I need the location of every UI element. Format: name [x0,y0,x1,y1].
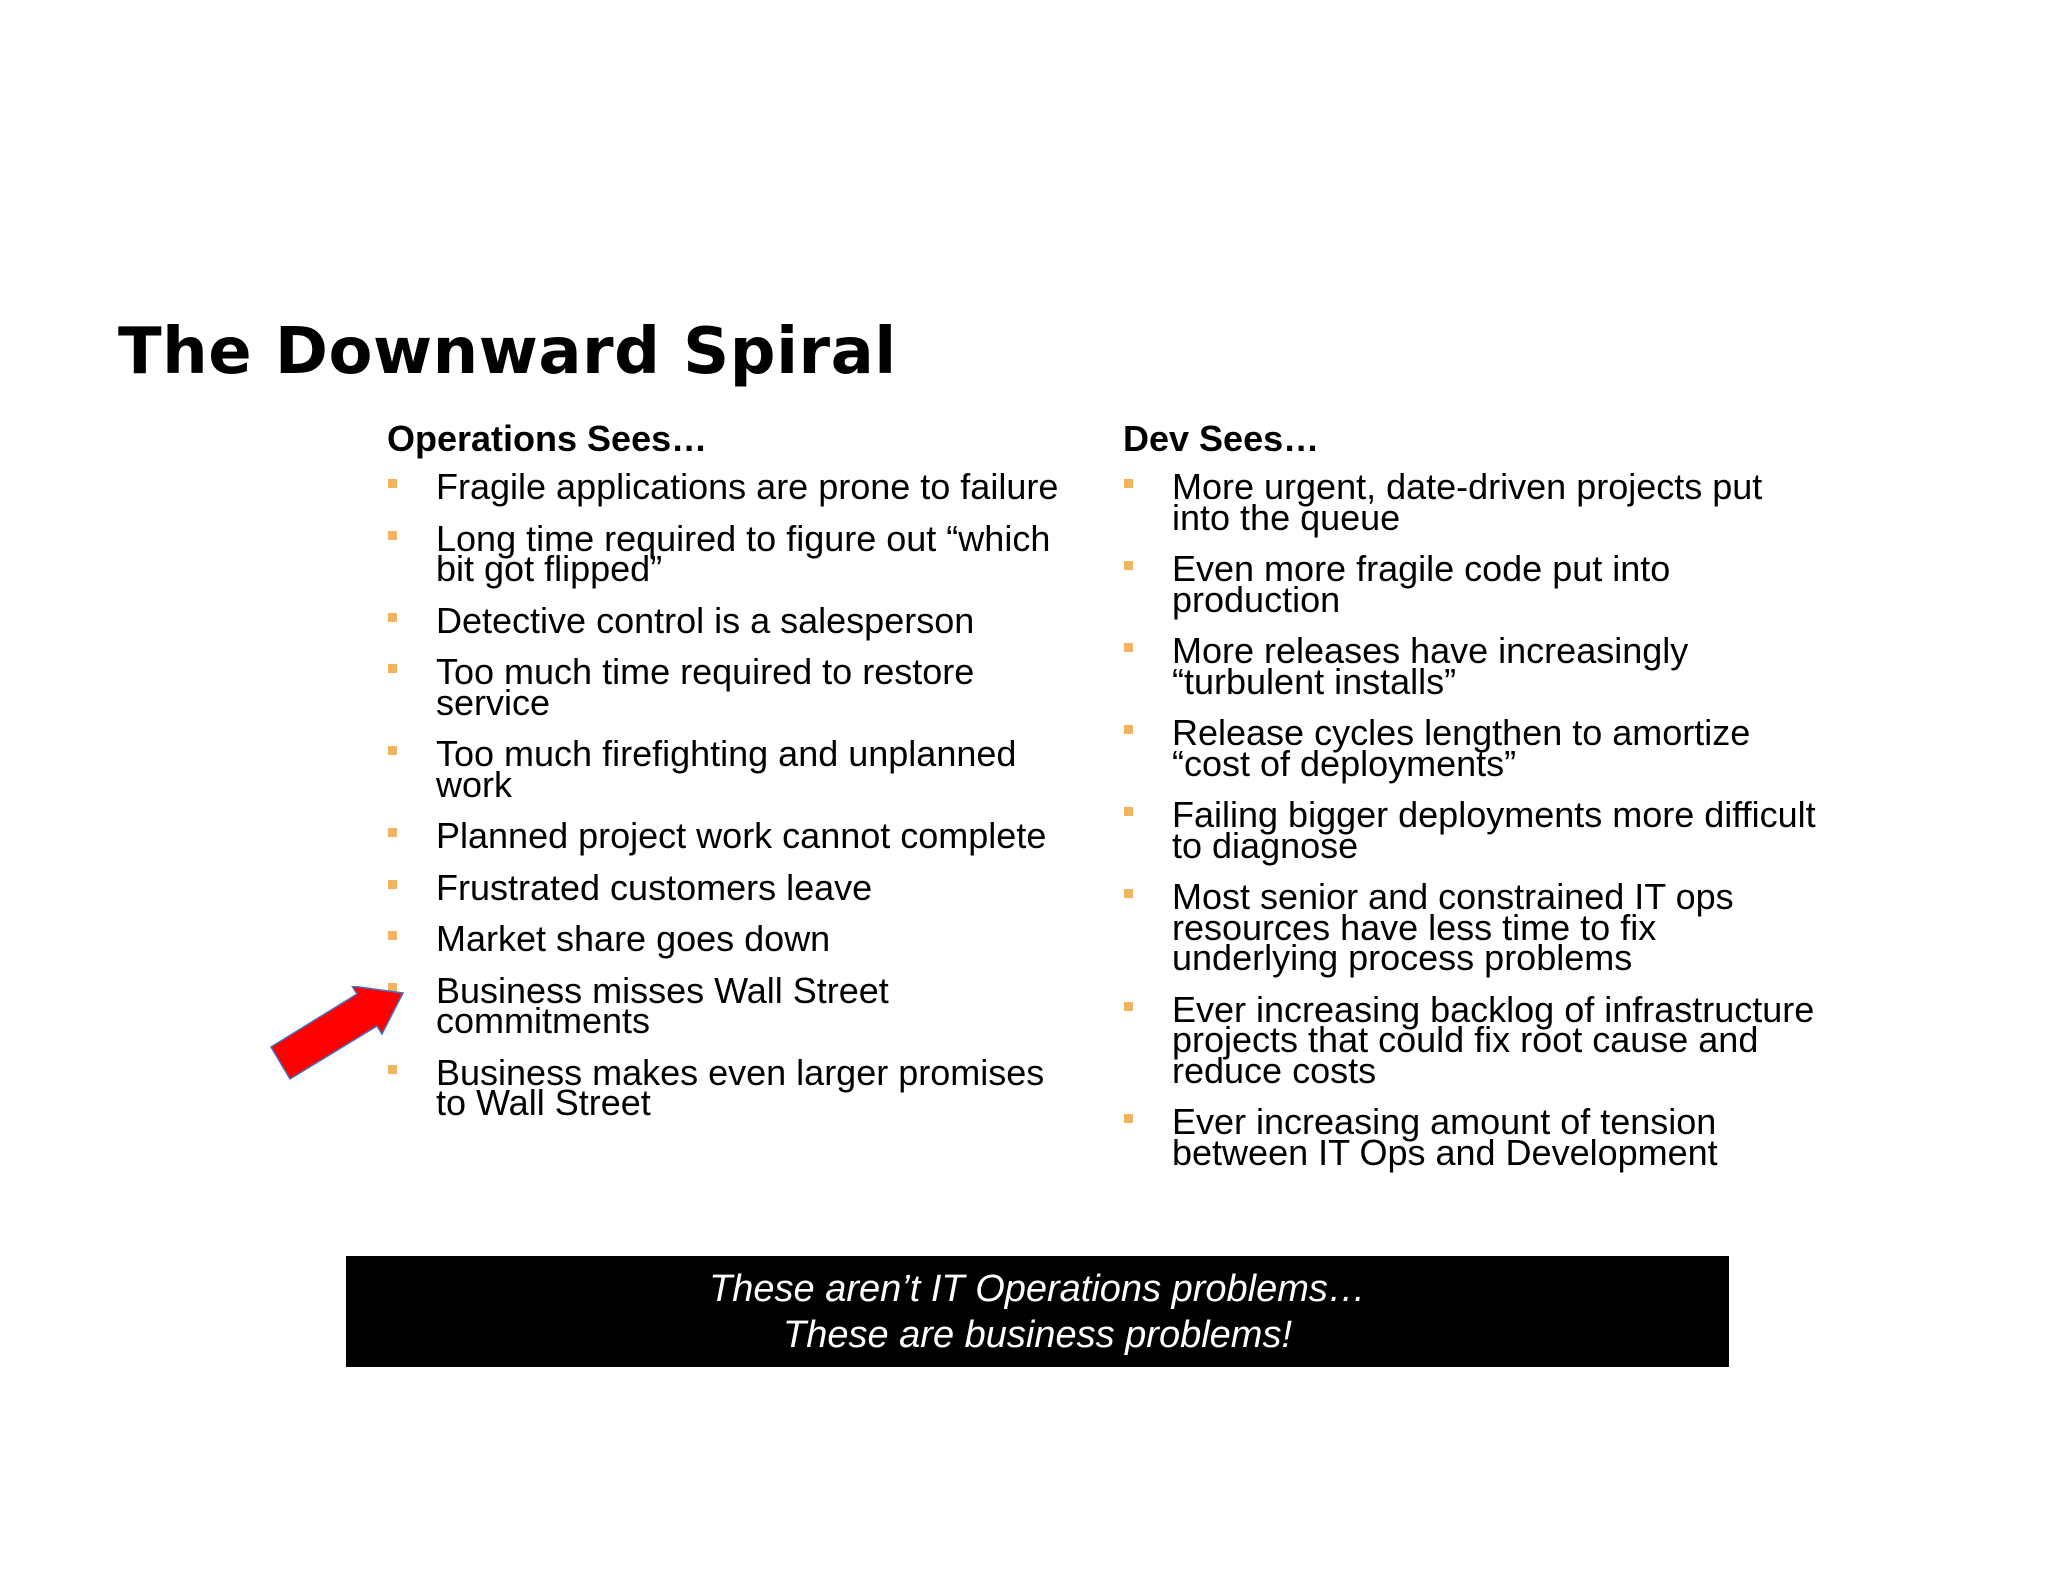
square-bullet-icon [1124,1002,1133,1011]
list-item-text: Too much time required to restore service [436,651,975,723]
square-bullet-icon [388,531,397,540]
list-item-text: Too much firefighting and unplanned work [436,733,1017,805]
banner-line-2: These are business problems! [782,1314,1293,1356]
list-item-text: More urgent, date-driven projects put into the queue [1172,466,1763,538]
list-item-text: Most senior and constrained IT ops resources have less time to fix underlying process problems [1172,876,1734,978]
list-item-text: Business misses Wall Street commitments [436,969,889,1041]
list-item [387,918,1077,959]
list-item [1123,630,1823,702]
operations-heading: Operations Sees… [387,418,708,459]
list-item-text: More releases have increasingly “turbulent installs” [1172,630,1689,702]
list-item-text: Long time required to figure out “which bit got flipped” [436,517,1051,589]
square-bullet-icon [1124,479,1133,488]
list-item [387,866,1077,908]
square-bullet-icon [388,479,397,488]
square-bullet-icon [388,931,397,940]
list-item [387,599,1077,641]
list-item [387,517,1077,589]
list-item [1123,466,1823,538]
square-bullet-icon [388,828,397,837]
list-item-text: Business makes even larger promises to Wall Street [436,1051,1045,1123]
list-item-text: Market share goes down [436,918,831,959]
dev-list [1123,466,1823,1173]
list-item-text: Fragile applications are prone to failure [436,466,1059,507]
square-bullet-icon [1124,561,1133,570]
list-item-text: Release cycles lengthen to amortize “cost of deployments” [1172,712,1751,784]
operations-column [387,418,1077,1140]
list-item-text: Ever increasing backlog of infrastructure projects that could fix root cause and reduce costs [1172,988,1815,1091]
dev-column [1123,418,1823,1189]
list-item [387,733,1077,805]
list-item [1123,876,1823,978]
square-bullet-icon [1124,1114,1133,1123]
conclusion-banner [346,1256,1729,1367]
square-bullet-icon [388,664,397,673]
square-bullet-icon [388,880,397,889]
list-item-text: Frustrated customers leave [436,866,873,908]
arrow-icon [268,986,408,1091]
slide-title: The Downward Spiral [118,315,897,389]
square-bullet-icon [1124,807,1133,816]
list-item-text: Ever increasing amount of tension between IT Ops and Development [1172,1101,1718,1173]
square-bullet-icon [388,746,397,755]
banner-line-1: These aren’t IT Operations problems… [709,1268,1366,1310]
square-bullet-icon [388,613,397,622]
list-item [1123,1101,1823,1173]
list-item [387,1051,1077,1123]
list-item-text: Detective control is a salesperson [436,599,975,641]
list-item-text: Planned project work cannot complete [436,815,1047,856]
list-item [387,969,1077,1041]
list-item [1123,712,1823,784]
operations-list [387,466,1077,1123]
square-bullet-icon [1124,725,1133,734]
list-item [387,651,1077,723]
square-bullet-icon [1124,643,1133,652]
list-item [1123,548,1823,620]
list-item [1123,794,1823,866]
square-bullet-icon [1124,889,1133,898]
list-item-text: Even more fragile code put into production [1172,548,1671,620]
list-item-text: Failing bigger deployments more difficult to diagnose [1172,794,1816,866]
list-item [387,466,1077,507]
list-item [387,815,1077,856]
list-item [1123,988,1823,1091]
dev-heading: Dev Sees… [1123,418,1320,459]
